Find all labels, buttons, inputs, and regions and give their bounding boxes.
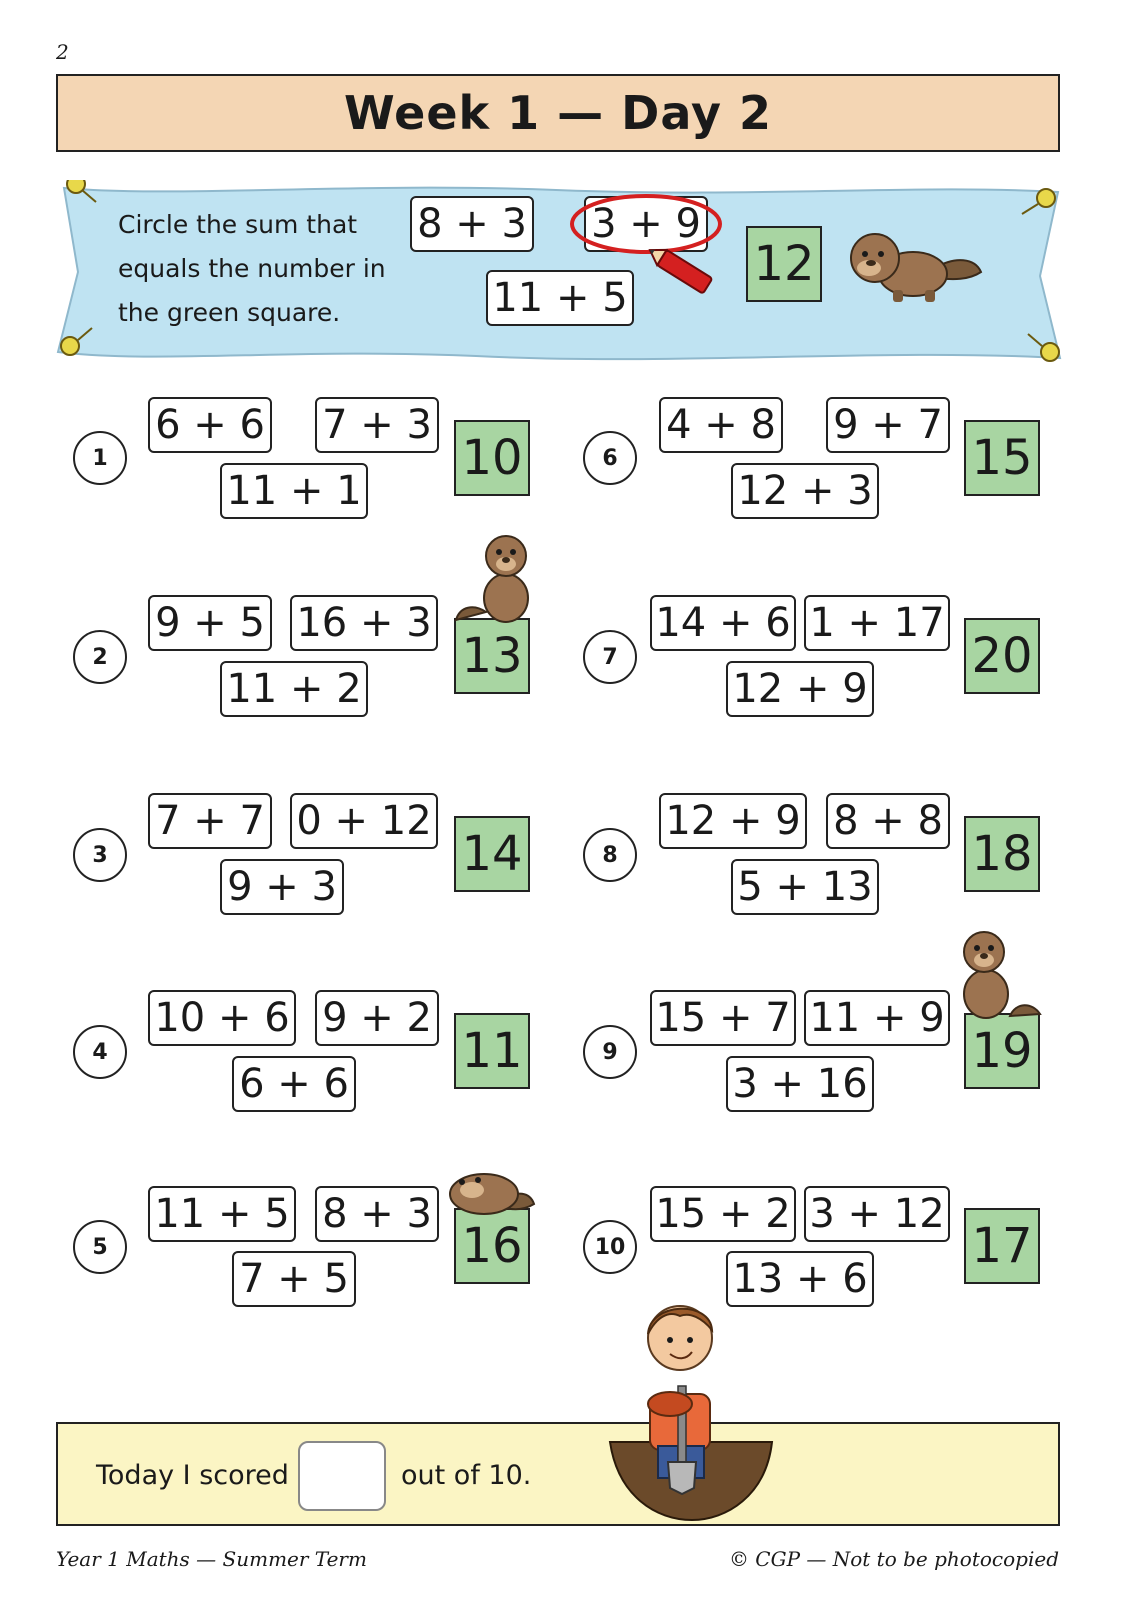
question-number: 7 xyxy=(583,630,637,684)
q2-sum-2[interactable]: 16 + 3 xyxy=(290,595,438,651)
q9-sum-2[interactable]: 11 + 9 xyxy=(804,990,950,1046)
q4-sum-3[interactable]: 6 + 6 xyxy=(232,1056,356,1112)
q5-sum-2[interactable]: 8 + 3 xyxy=(315,1186,439,1242)
q4-sum-2[interactable]: 9 + 2 xyxy=(315,990,439,1046)
q9-sum-3[interactable]: 3 + 16 xyxy=(726,1056,874,1112)
question-number: 10 xyxy=(583,1220,637,1274)
q8-sum-1[interactable]: 12 + 9 xyxy=(659,793,807,849)
footer-right: © CGP — Not to be photocopied xyxy=(728,1547,1059,1571)
q10-sum-3[interactable]: 13 + 6 xyxy=(726,1251,874,1307)
q3-sum-2[interactable]: 0 + 12 xyxy=(290,793,438,849)
score-bar xyxy=(56,1422,1060,1526)
q8-target: 18 xyxy=(964,816,1040,892)
q2-sum-1[interactable]: 9 + 5 xyxy=(148,595,272,651)
q10-target: 17 xyxy=(964,1208,1040,1284)
footer-left: Year 1 Maths — Summer Term xyxy=(56,1547,367,1571)
score-prefix: Today I scored xyxy=(96,1460,289,1491)
q6-sum-2[interactable]: 9 + 7 xyxy=(826,397,950,453)
q3-target: 14 xyxy=(454,816,530,892)
q3-sum-1[interactable]: 7 + 7 xyxy=(148,793,272,849)
q2-target: 13 xyxy=(454,618,530,694)
example-sum-3[interactable]: 11 + 5 xyxy=(486,270,634,326)
q1-sum-2[interactable]: 7 + 3 xyxy=(315,397,439,453)
q6-sum-3[interactable]: 12 + 3 xyxy=(731,463,879,519)
q8-sum-3[interactable]: 5 + 13 xyxy=(731,859,879,915)
question-number: 3 xyxy=(73,828,127,882)
page-number: 2 xyxy=(56,40,69,64)
q1-target: 10 xyxy=(454,420,530,496)
q3-sum-3[interactable]: 9 + 3 xyxy=(220,859,344,915)
q7-sum-3[interactable]: 12 + 9 xyxy=(726,661,874,717)
example-sum-1[interactable]: 8 + 3 xyxy=(410,196,534,252)
question-number: 4 xyxy=(73,1025,127,1079)
example-sum-2[interactable]: 3 + 9 xyxy=(584,196,708,252)
example-instruction: Circle the sum that equals the number in the green square. xyxy=(118,210,386,327)
q7-sum-2[interactable]: 1 + 17 xyxy=(804,595,950,651)
example-target: 12 xyxy=(746,226,822,302)
q5-sum-1[interactable]: 11 + 5 xyxy=(148,1186,296,1242)
q5-sum-3[interactable]: 7 + 5 xyxy=(232,1251,356,1307)
question-number: 1 xyxy=(73,431,127,485)
score-input[interactable] xyxy=(298,1441,386,1511)
lying-beaver-icon xyxy=(444,1160,536,1216)
question-number: 9 xyxy=(583,1025,637,1079)
red-pencil-icon xyxy=(640,242,720,298)
q1-sum-1[interactable]: 6 + 6 xyxy=(148,397,272,453)
q10-sum-1[interactable]: 15 + 2 xyxy=(650,1186,796,1242)
q4-sum-1[interactable]: 10 + 6 xyxy=(148,990,296,1046)
sitting-beaver-icon xyxy=(960,928,1044,1020)
beaver-icon xyxy=(845,228,985,308)
q4-target: 11 xyxy=(454,1013,530,1089)
sitting-beaver-icon xyxy=(450,532,534,624)
title-bar xyxy=(56,74,1060,152)
question-number: 8 xyxy=(583,828,637,882)
q5-target: 16 xyxy=(454,1208,530,1284)
q6-sum-1[interactable]: 4 + 8 xyxy=(659,397,783,453)
boy-digging-icon xyxy=(606,1296,778,1530)
score-suffix: out of 10. xyxy=(401,1460,532,1491)
q7-sum-1[interactable]: 14 + 6 xyxy=(650,595,796,651)
q2-sum-3[interactable]: 11 + 2 xyxy=(220,661,368,717)
question-number: 2 xyxy=(73,630,127,684)
q7-target: 20 xyxy=(964,618,1040,694)
q9-target: 19 xyxy=(964,1013,1040,1089)
q1-sum-3[interactable]: 11 + 1 xyxy=(220,463,368,519)
q9-sum-1[interactable]: 15 + 7 xyxy=(650,990,796,1046)
page-title: Week 1 — Day 2 xyxy=(344,86,772,140)
q6-target: 15 xyxy=(964,420,1040,496)
q8-sum-2[interactable]: 8 + 8 xyxy=(826,793,950,849)
q10-sum-2[interactable]: 3 + 12 xyxy=(804,1186,950,1242)
question-number: 5 xyxy=(73,1220,127,1274)
question-number: 6 xyxy=(583,431,637,485)
